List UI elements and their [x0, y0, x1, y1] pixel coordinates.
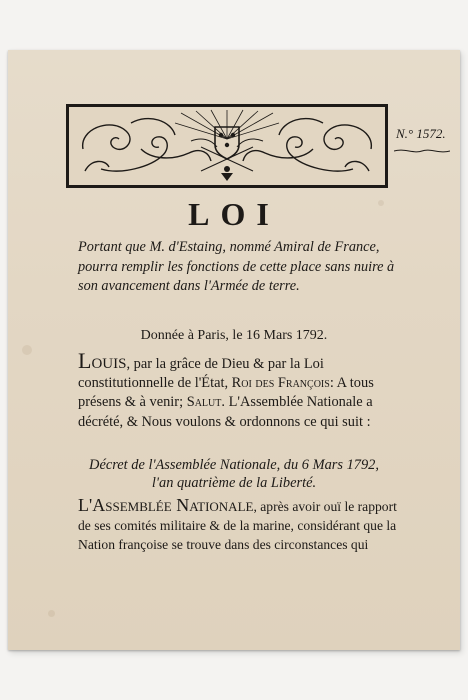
law-subtitle: Portant que M. d'Estaing, nommé Amiral de France, pourra remplir les fonctions de cette place sans nuire à son avancement dans l'Armée de terre. [78, 239, 395, 294]
page-title: LOI [188, 196, 280, 232]
body-initial: L'Assemblée Nationale [78, 495, 254, 515]
king-title: Roi des François [231, 375, 330, 392]
decree-heading-line: l'an quatrième de la Liberté. [151, 475, 317, 491]
dateline: Donnée à Paris, le 16 Mars 1792. [140, 328, 328, 343]
ornamental-rule-icon [394, 148, 450, 154]
royal-fleur-de-lis-emblem-icon [71, 109, 383, 183]
salut-word: Salut [186, 394, 222, 411]
paper-stain [48, 610, 55, 617]
body-text: , après avoir ouï le rapport de ses comités militaire & de la marine, considérant que la Nation françoise se trouve dans des circonstances qui [78, 499, 397, 552]
decree-heading-line: Décret de l'Assemblée Nationale, du 6 Mars 1792, [89, 457, 379, 473]
document-number: N.° 1572. [396, 126, 446, 141]
preamble-text: : A tous présens & à venir; [78, 375, 374, 411]
preamble-text: , par la grâce de Dieu & par la Loi constitutionnelle de l'État, [78, 356, 324, 392]
ornamental-headpiece [66, 104, 388, 188]
decree-body [78, 496, 398, 554]
decree-heading [78, 456, 390, 492]
preamble-text: . L'Assemblée Nationale a décrété, & Nous voulons & ordonnons ce qui suit : [78, 394, 373, 430]
royal-preamble [78, 348, 398, 432]
paper-stain [22, 345, 32, 355]
preamble-initial: Louis [78, 348, 127, 373]
